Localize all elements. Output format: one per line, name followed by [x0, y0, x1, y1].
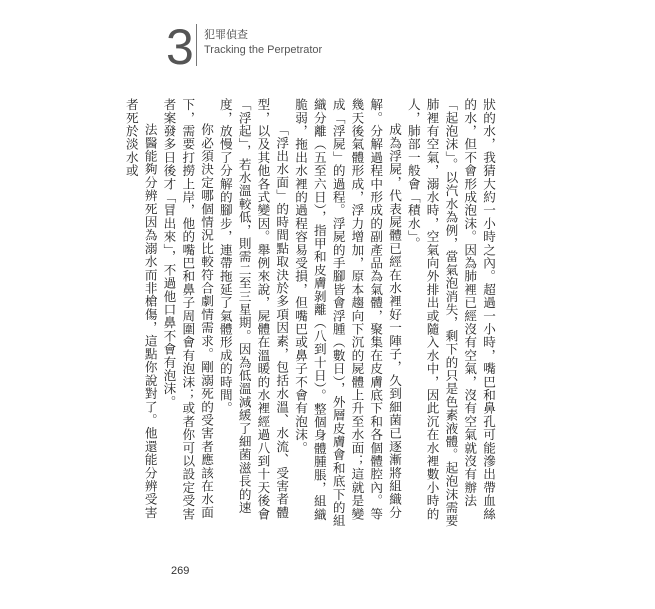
chapter-title-en: Tracking the Perpetrator [204, 44, 323, 56]
paragraph: 「浮出水面」的時間點取決於多項因素，包括水溫、水流、受害者體型，以及其他各式變因。舉例來說，屍體在溫暖的水裡經過八到十天後會「浮起」，若水溫較低，則需二至三星期。因為低溫減緩了細菌滋長的速度，放慢了分解的腳步，連帶拖延了氣體形成的時間。 [217, 98, 290, 521]
body-text [123, 98, 497, 528]
paragraph: 你必須決定哪個情況比較符合劇情需求。剛溺死的受害者應該在水面下，需要打撈上岸，他的嘴巴和鼻子周圍會有泡沫；或者你可以設定受害者案發多日後才「冒出來」，不過他口鼻不會有泡沫。 [161, 98, 215, 521]
paragraph: 法醫能夠分辨死因為溺水而非槍傷，這點你說對了。他還能分辨受害者死於淡水或 [123, 98, 158, 520]
header-divider [196, 24, 197, 66]
chapter-number: 3 [166, 19, 194, 75]
paragraph: 狀的水，我猜大約一小時之內。超過一小時，嘴巴和鼻孔可能滲出帶血絲的水，但不會形成泡沫。因為肺裡已經沒有空氣，沒有空氣就沒有辦法「起泡沫」。以汽水為例，當氣泡消失，剩下的只是色素液體。起泡沫需要肺裡有空氣，溺水時，空氣向外排出或隨入水中，因此沉在水裡數小時的人，肺部一般會「積水」。 [405, 98, 496, 528]
chapter-title-zh: 犯罪偵查 [204, 28, 248, 41]
paragraph: 成為浮屍，代表屍體已經在水裡好一陣子，久到細菌已逐漸將組織分解。分解過程中形成的副產品為氣體，聚集在皮膚底下和各個體腔內。等幾天後氣體形成，浮力增加，原本趨向下沉的屍體上升至水面；這就是變成「浮屍」的過程。浮屍的手腳皆會浮腫（數日），外層皮膚會和底下的組織分離（五至六日），指甲和皮膚剝離（八到十日）。整個身體腫脹，組織脆弱，拖出水裡的過程容易受損，但嘴巴或鼻子不會有泡沫。 [293, 98, 403, 528]
page-number: 269 [171, 565, 190, 577]
